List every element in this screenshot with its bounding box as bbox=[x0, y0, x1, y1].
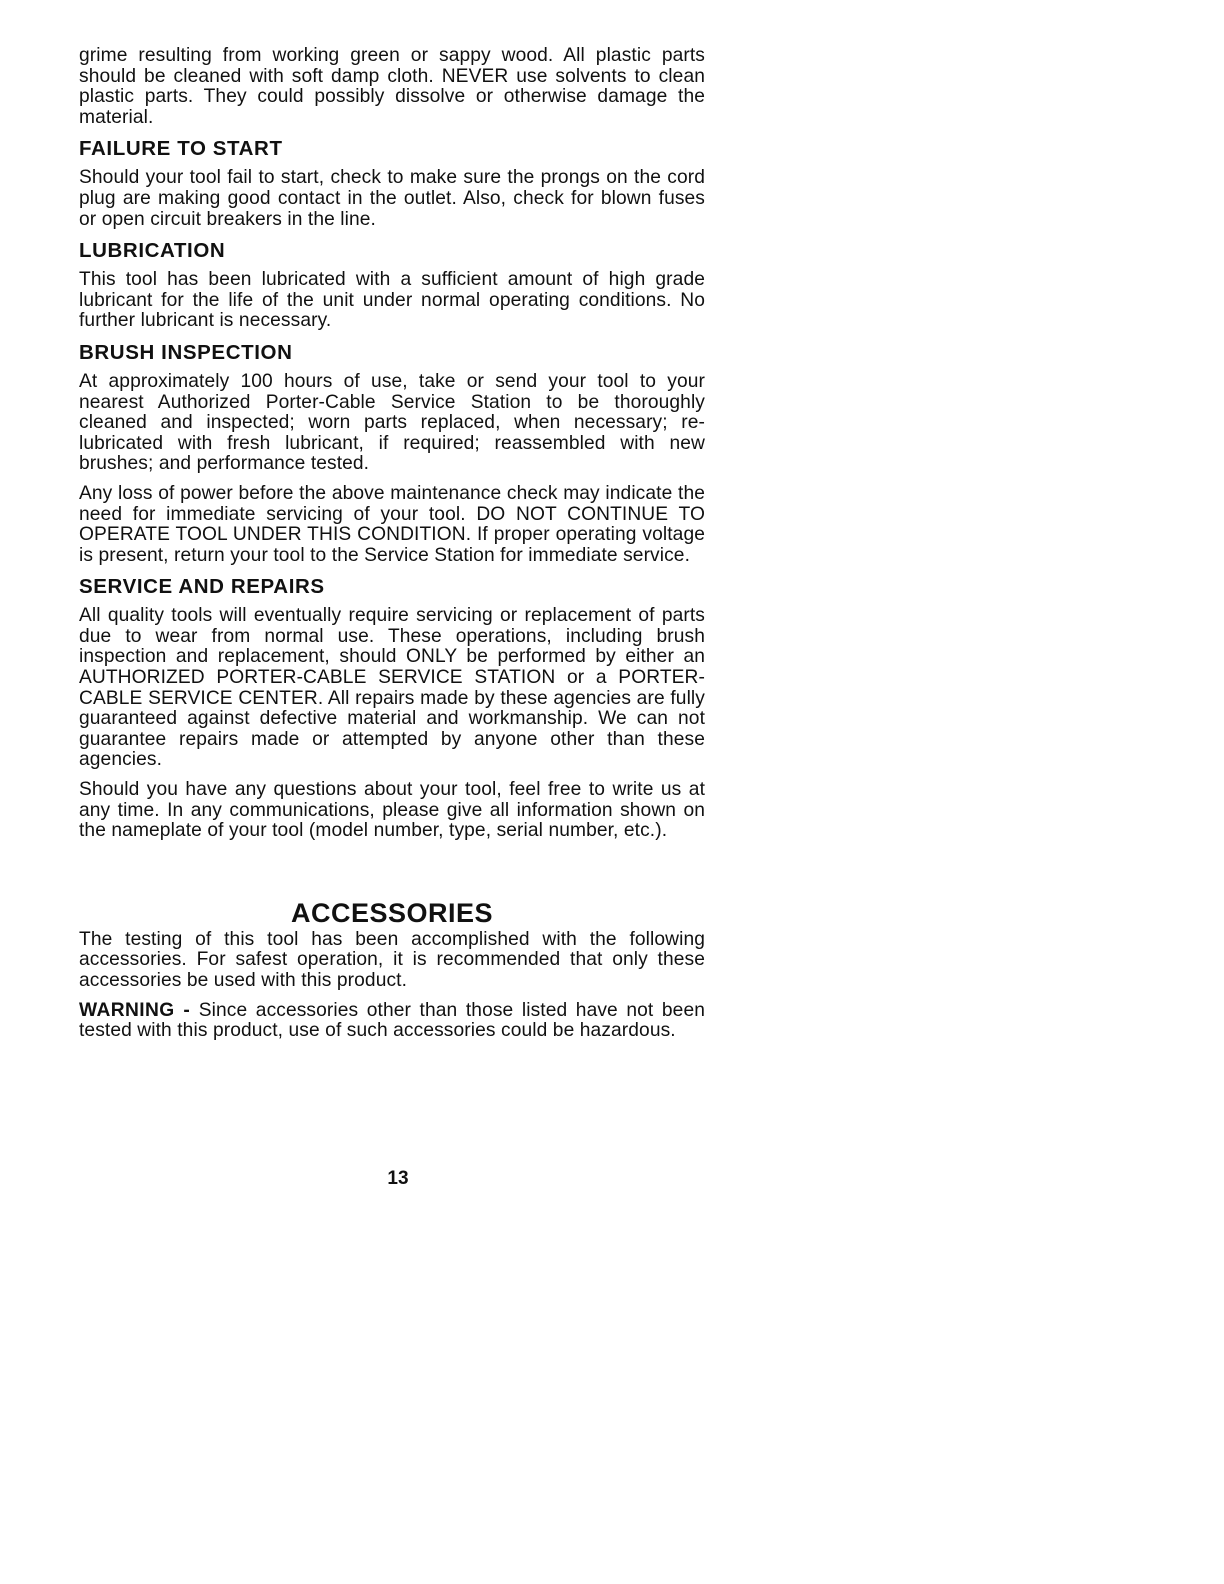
warning-text: Since accessories other than those listed have not been tested with this product, use of such accessories could be hazardous. bbox=[79, 999, 705, 1042]
section-lubrication bbox=[79, 239, 705, 332]
section-service-and-repairs bbox=[79, 575, 705, 842]
section-heading: BRUSH INSPECTION bbox=[79, 340, 293, 364]
section-brush-inspection bbox=[79, 341, 705, 566]
section-paragraph: Should you have any questions about your tool, feel free to write us at any time. In any communications, please give all information shown on the nameplate of your tool (model number, type, serial number, etc.). bbox=[79, 779, 705, 842]
section-heading: FAILURE TO START bbox=[79, 137, 283, 161]
section-paragraph: At approximately 100 hours of use, take or send your tool to your nearest Authorized Porter-Cable Service Station to be thoroughly cleaned and inspected; worn parts replaced, when necessary; re-lubricated with fresh lubricant, if required; reassembled with new brushes; and performance tested. bbox=[79, 370, 705, 475]
accessories-title: ACCESSORIES bbox=[290, 897, 494, 928]
warning-label: WARNING - bbox=[79, 999, 191, 1021]
warning-paragraph bbox=[79, 1001, 705, 1042]
manual-page bbox=[79, 46, 705, 1051]
intro-paragraph: grime resulting from working green or sappy wood. All plastic parts should be cleaned with soft damp cloth. NEVER use solvents to clean plastic parts. They could possibly dissolve or otherwise damage the material. bbox=[79, 45, 705, 128]
section-heading: LUBRICATION bbox=[79, 239, 226, 263]
accessories-paragraph: The testing of this tool has been accomplished with the following accessories. For safest operation, it is recommended that only these accessories be used with this product. bbox=[79, 928, 705, 991]
section-paragraph: All quality tools will eventually require servicing or replacement of parts due to wear from normal use. These operations, including brush inspection and replacement, should ONLY be performed by either an AUTHORIZED PORTER-CABLE SERVICE STATION or a PORTER-CABLE SERVICE CENTER. All repairs made by these agencies are fully guaranteed against defective material and workmanship. We can not guarantee repairs made or attempted by anyone other than these agencies. bbox=[79, 605, 705, 771]
page-number: 13 bbox=[387, 1168, 409, 1189]
section-heading: SERVICE AND REPAIRS bbox=[79, 575, 325, 599]
section-paragraph: This tool has been lubricated with a sufficient amount of high grade lubricant for the life of the unit under normal operating conditions. No further lubricant is necessary. bbox=[79, 269, 705, 332]
section-paragraph: Should your tool fail to start, check to make sure the prongs on the cord plug are making good contact in the outlet. Also, check for blown fuses or open circuit breakers in the line. bbox=[79, 167, 705, 230]
section-failure-to-start bbox=[79, 137, 705, 230]
section-paragraph: Any loss of power before the above maintenance check may indicate the need for immediate servicing of your tool. DO NOT CONTINUE TO OPERATE TOOL UNDER THIS CONDITION. If proper operating voltage is present, return your tool to the Service Station for immediate service. bbox=[79, 482, 705, 566]
section-accessories bbox=[79, 896, 705, 1042]
